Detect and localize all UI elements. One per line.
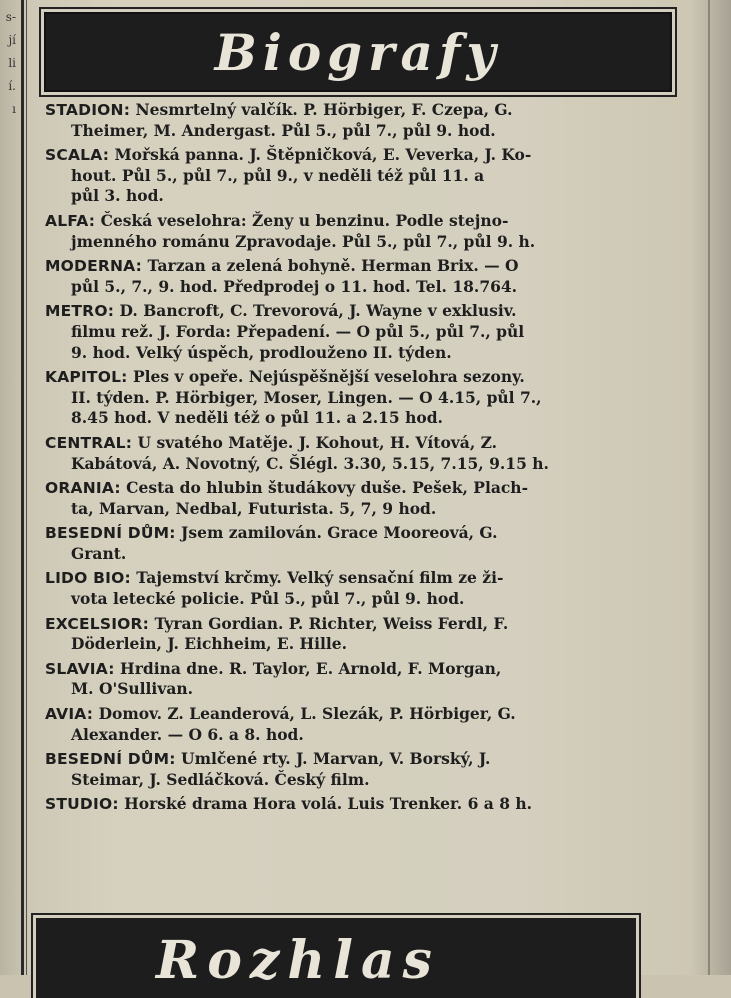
entry-continuation-line [46,186,676,207]
entry-text: filmu rež. J. Forda: Přepadení. — O půl 5., půl 7., půl [71,321,525,341]
section-title: Biografy [214,22,502,82]
entry-first-line [46,478,676,499]
entry-text: D. Bancroft, C. Trevorová, J. Wayne v exklusiv. [119,301,517,321]
cinema-name: STADION: [45,101,131,119]
column-rule-thin [26,0,27,975]
entry-text: Nesmrtelný valčík. P. Hörbiger, F. Czepa, G. [135,100,513,119]
entry-text: Theimer, M. Andergast. Půl 5., půl 7., půl 9. hod. [71,120,496,140]
cinema-entry [46,478,676,519]
entry-text: Česká veselohra: Ženy u benzinu. Podle stejno- [100,210,509,230]
entry-first-line [46,704,676,725]
entry-text: M. O'Sullivan. [71,679,194,699]
entry-text: II. týden. P. Hörbiger, Moser, Lingen. — O 4.15, půl 7., [71,387,542,407]
cinema-entry [46,433,676,474]
cinema-entry [46,211,676,252]
entry-text: 8.45 hod. V neděli též o půl 11. a 2.15 hod. [71,408,443,428]
entry-continuation-line [46,408,676,429]
entry-text: Hrdina dne. R. Taylor, E. Arnold, F. Morgan, [120,658,502,678]
margin-fragment: li [8,56,16,70]
next-section-title: Rozhlas [156,930,440,991]
entry-first-line [46,523,676,544]
entry-first-line [46,256,676,277]
entry-continuation-line [46,634,676,655]
entry-text: Domov. Z. Leanderová, L. Slezák, P. Hörbiger, G. [98,704,516,724]
entry-text: Mořská panna. J. Štěpničková, E. Veverka, J. Ko- [114,145,532,165]
cinema-name: MODERNA: [45,257,143,276]
entry-continuation-line [46,544,676,565]
entry-text: Steimar, J. Sedláčková. Český film. [71,769,370,789]
cinema-name: METRO: [45,302,115,321]
cinema-entry [46,523,676,564]
cinema-name: EXCELSIOR: [45,614,150,633]
cinema-entry [46,749,676,790]
entry-text: Cesta do hlubin študákovy duše. Pešek, Plach- [126,478,529,498]
cinema-name: KAPITOL: [45,368,128,387]
entry-text: Tajemství krčmy. Velký sensační film ze ži- [136,568,504,588]
cinema-entry [46,301,676,363]
entry-text: Grant. [71,543,127,563]
entry-first-line [46,568,676,589]
entry-continuation-line [46,499,676,520]
entry-text: Horské drama Hora volá. Luis Trenker. 6 a 8 h. [124,794,533,814]
next-section-banner [36,918,636,998]
entry-continuation-line [46,322,676,343]
right-page-fold [708,0,710,975]
cinema-entry [46,568,676,609]
cinema-name: AVIA: [45,705,94,724]
entry-first-line [46,301,676,322]
entry-first-line [46,367,676,388]
margin-fragment: í. [8,79,16,93]
entry-text: Alexander. — O 6. a 8. hod. [71,724,304,744]
entry-continuation-line [46,388,676,409]
entry-text: Tyran Gordian. P. Richter, Weiss Ferdl, F. [154,613,509,633]
entry-continuation-line [46,121,676,142]
section-header-banner [44,12,672,92]
entry-continuation-line [46,343,676,364]
margin-fragment: s- [5,10,16,24]
entry-continuation-line [46,454,676,475]
cinema-name: LIDO BIO: [45,569,131,588]
entry-continuation-line [46,166,676,187]
entry-text: hout. Půl 5., půl 7., půl 9., v neděli též půl 11. a [71,165,485,185]
entry-continuation-line [46,232,676,253]
entry-text: Kabátová, A. Novotný, C. Šlégl. 3.30, 5.15, 7.15, 9.15 h. [71,453,549,473]
left-column-fragment [0,0,18,981]
entry-continuation-line [46,679,676,700]
entry-first-line [46,145,676,166]
entry-first-line [46,211,676,232]
cinema-entry [46,614,676,655]
entry-continuation-line [46,770,676,791]
entry-text: ta, Marvan, Nedbal, Futurista. 5, 7, 9 hod. [71,498,437,518]
cinema-entry [46,367,676,429]
cinema-listings [46,100,676,819]
column-rule [21,0,24,975]
margin-fragment: jí [8,33,16,47]
entry-text: U svatého Matěje. J. Kohout, H. Vítová, Z. [137,432,498,452]
entry-text: Döderlein, J. Eichheim, E. Hille. [71,634,348,654]
entry-first-line [46,659,676,680]
entry-text: Jsem zamilován. Grace Mooreová, G. [181,523,498,543]
cinema-entry [46,794,676,815]
cinema-name: ORANIA: [45,479,121,498]
entry-first-line [46,100,676,121]
entry-first-line [46,749,676,770]
entry-text: Umlčené rty. J. Marvan, V. Borský, J. [181,749,491,769]
cinema-name: SCALA: [45,146,110,165]
cinema-entry [46,145,676,207]
entry-text: jmenného románu Zpravodaje. Půl 5., půl 7., půl 9. h. [71,231,536,251]
cinema-name: ALFA: [45,211,96,230]
cinema-name: CENTRAL: [45,433,133,452]
entry-text: Ples v opeře. Nejúspěšnější veselohra sezony. [132,367,525,387]
entry-text: vota letecké policie. Půl 5., půl 7., půl 9. hod. [71,589,465,609]
entry-text: půl 3. hod. [71,186,164,206]
entry-text: půl 5., 7., 9. hod. Předprodej o 11. hod. Tel. 18.764. [71,276,518,296]
cinema-name: BESEDNÍ DŮM: [45,750,176,769]
entry-first-line [46,794,676,815]
cinema-entry [46,256,676,297]
entry-continuation-line [46,589,676,610]
cinema-entry [46,704,676,745]
cinema-entry [46,100,676,141]
entry-text: 9. hod. Velký úspěch, prodlouženo II. týden. [71,342,452,362]
entry-text: Tarzan a zelená bohyně. Herman Brix. — O [147,256,519,276]
entry-first-line [46,614,676,635]
entry-first-line [46,433,676,454]
margin-fragment: ı [12,102,16,116]
cinema-entry [46,659,676,700]
entry-continuation-line [46,277,676,298]
entry-continuation-line [46,725,676,746]
cinema-name: SLAVIA: [45,659,115,678]
cinema-name: STUDIO: [45,795,119,814]
cinema-name: BESEDNÍ DŮM: [45,524,176,543]
